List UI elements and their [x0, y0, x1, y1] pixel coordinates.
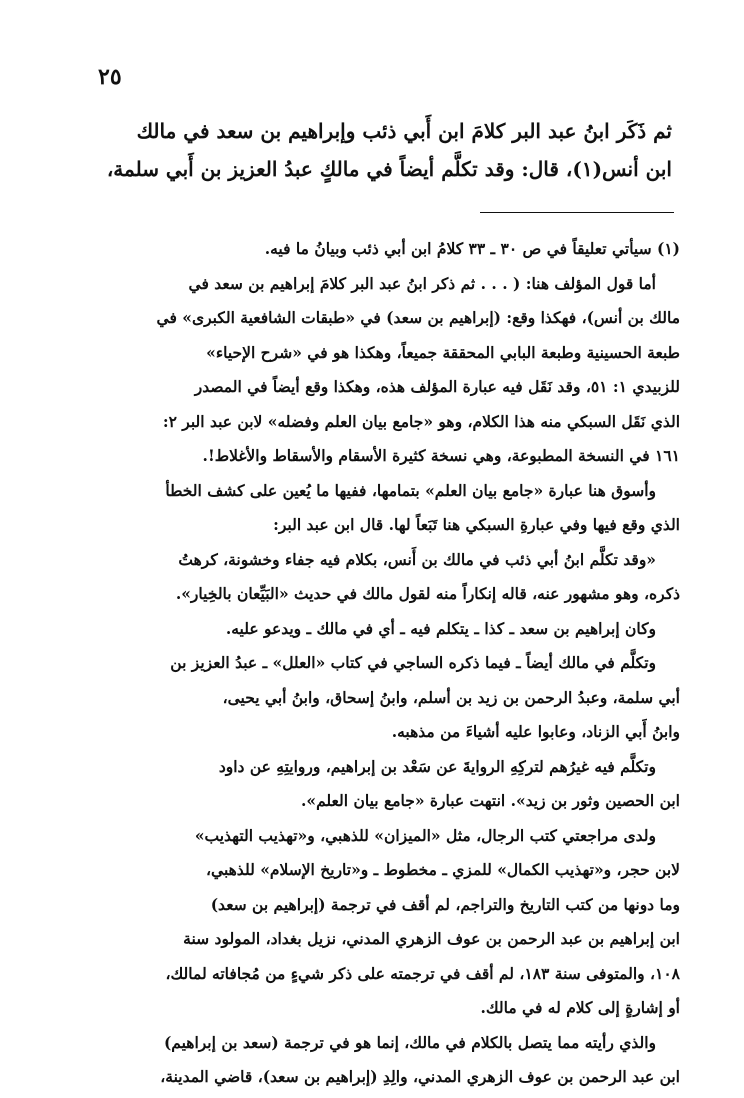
footnote-line: ولدى مراجعتي كتب الرجال، مثل «الميزان» للذهبي، و«تهذيب التهذيب» — [194, 825, 656, 845]
footnote-line: (١) سيأتي تعليقاً في ص ٣٠ ـ ٣٣ كلامُ ابن أبي ذئب وبيانُ ما فيه. — [264, 239, 680, 258]
page-number: ٢٥ — [98, 64, 122, 90]
footnote-line: ذكره، وهو مشهور عنه، قاله إنكاراً منه لقول مالك في حديث «البَيِّعان بالخِيار». — [175, 584, 680, 603]
footnote-line: والذي رأيته مما يتصل بالكلام في مالك، إنما هو في ترجمة (سعد بن إبراهيم) — [163, 1032, 656, 1052]
footnote-line: ابن إبراهيم بن عبد الرحمن بن عوف الزهري المدني، نزيل بغداد، المولود سنة — [183, 929, 680, 948]
footnote-line: وابنُ أَبي الزناد، وعابوا عليه أشياءَ من مذهبه. — [391, 722, 680, 741]
footnote-line: ١٠٨، والمتوفى سنة ١٨٣، لم أقف في ترجمته على ذكر شيءٍ من مُجافاته لمالك، — [165, 963, 680, 983]
footnote-line: وما دونها من كتب التاريخ والتراجم، لم أقف في ترجمة (إبراهيم بن سعد) — [210, 894, 680, 914]
footnote-line: طبعة الحسينية وطبعة البابي المحققة جميعاً، وهكذا هو في «شرح الإحياء» — [206, 342, 680, 362]
main-text — [64, 112, 672, 188]
footnote-line: ابن عبد الرحمن بن عوف الزهري المدني، والِدِ (إبراهيم بن سعد)، قاضي المدينة، — [160, 1067, 680, 1086]
footnote-line: أو إشارةٍ إلى كلام له في مالك. — [480, 998, 680, 1017]
footnote-line: أما قول المؤلف هنا: ( . . . ثم ذكر ابنُ عبد البر كلامَ إبراهيم بن سعد في — [188, 273, 656, 293]
main-text-line: ابن أنس(١)، قال: وقد تكلَّم أيضاً في مالكٍ عبدُ العزيز بن أَبي سلمة، — [106, 157, 672, 181]
footnote-line: ابن الحصين وثور بن زيد». انتهت عبارة «جامع بيان العلم». — [301, 791, 680, 810]
footnote-line: وتكلَّم فيه غيرُهم لتركِهِ الروايةَ عن سَعْد بن إبراهيم، وروايتِهِ عن داود — [218, 756, 656, 776]
footnote-line: للزبيدي ١: ٥١، وقد نَقَل فيه عبارة المؤلف هذه، وهكذا وقع أيضاً في المصدر — [194, 377, 680, 396]
footnote-line: أبي سلمة، وعبدُ الرحمن بن زيد بن أسلم، وابنُ إسحاق، وابنُ أبي يحيى، — [222, 687, 680, 707]
footnote-line: وكان إبراهيم بن سعد ـ كذا ـ يتكلم فيه ـ أي في مالك ـ ويدعو عليه. — [225, 618, 656, 638]
main-text-line: ثم ذَكَر ابنُ عبد البر كلامَ ابن أَبي ذئب وإبراهيم بن سعد في مالك — [136, 119, 672, 143]
footnote-line: لابن حجر، و«تهذيب الكمال» للمزي ـ مخطوط ـ و«تاريخ الإسلام» للذهبي، — [206, 860, 680, 879]
footnote-line: وأسوق هنا عبارة «جامع بيان العلم» بتمامها، ففيها ما يُعين على كشف الخطأ — [165, 480, 656, 500]
footnote-line: وتكلَّم في مالك أيضاً ـ فيما ذكره الساجي في كتاب «العلل» ـ عبدُ العزيز بن — [170, 653, 656, 672]
footnote-line: مالك بن أنس)، فهكذا وقع: (إبراهيم بن سعد) في «طبقات الشافعية الكبرى» في — [156, 308, 680, 327]
footnote — [64, 232, 680, 1095]
footnote-separator — [480, 212, 674, 213]
footnote-line: «وقد تكلَّم ابنُ أبي ذئب في مالك بن أَنس، بكلام فيه جفاء وخشونة، كرهتُ — [178, 549, 656, 569]
footnote-line: ١٦١ في النسخة المطبوعة، وهي نسخة كثيرة الأسقام والأسقاط والأغلاط!. — [202, 446, 680, 465]
footnote-line: الذي نَقَل السبكي منه هذا الكلام، وهو «جامع بيان العلم وفضله» لابن عبد البر ٢: — [162, 411, 680, 431]
footnote-line: الذي وقع فيها وفي عبارةِ السبكي هنا تَبَعاً لها. قال ابن عبد البر: — [273, 515, 680, 534]
